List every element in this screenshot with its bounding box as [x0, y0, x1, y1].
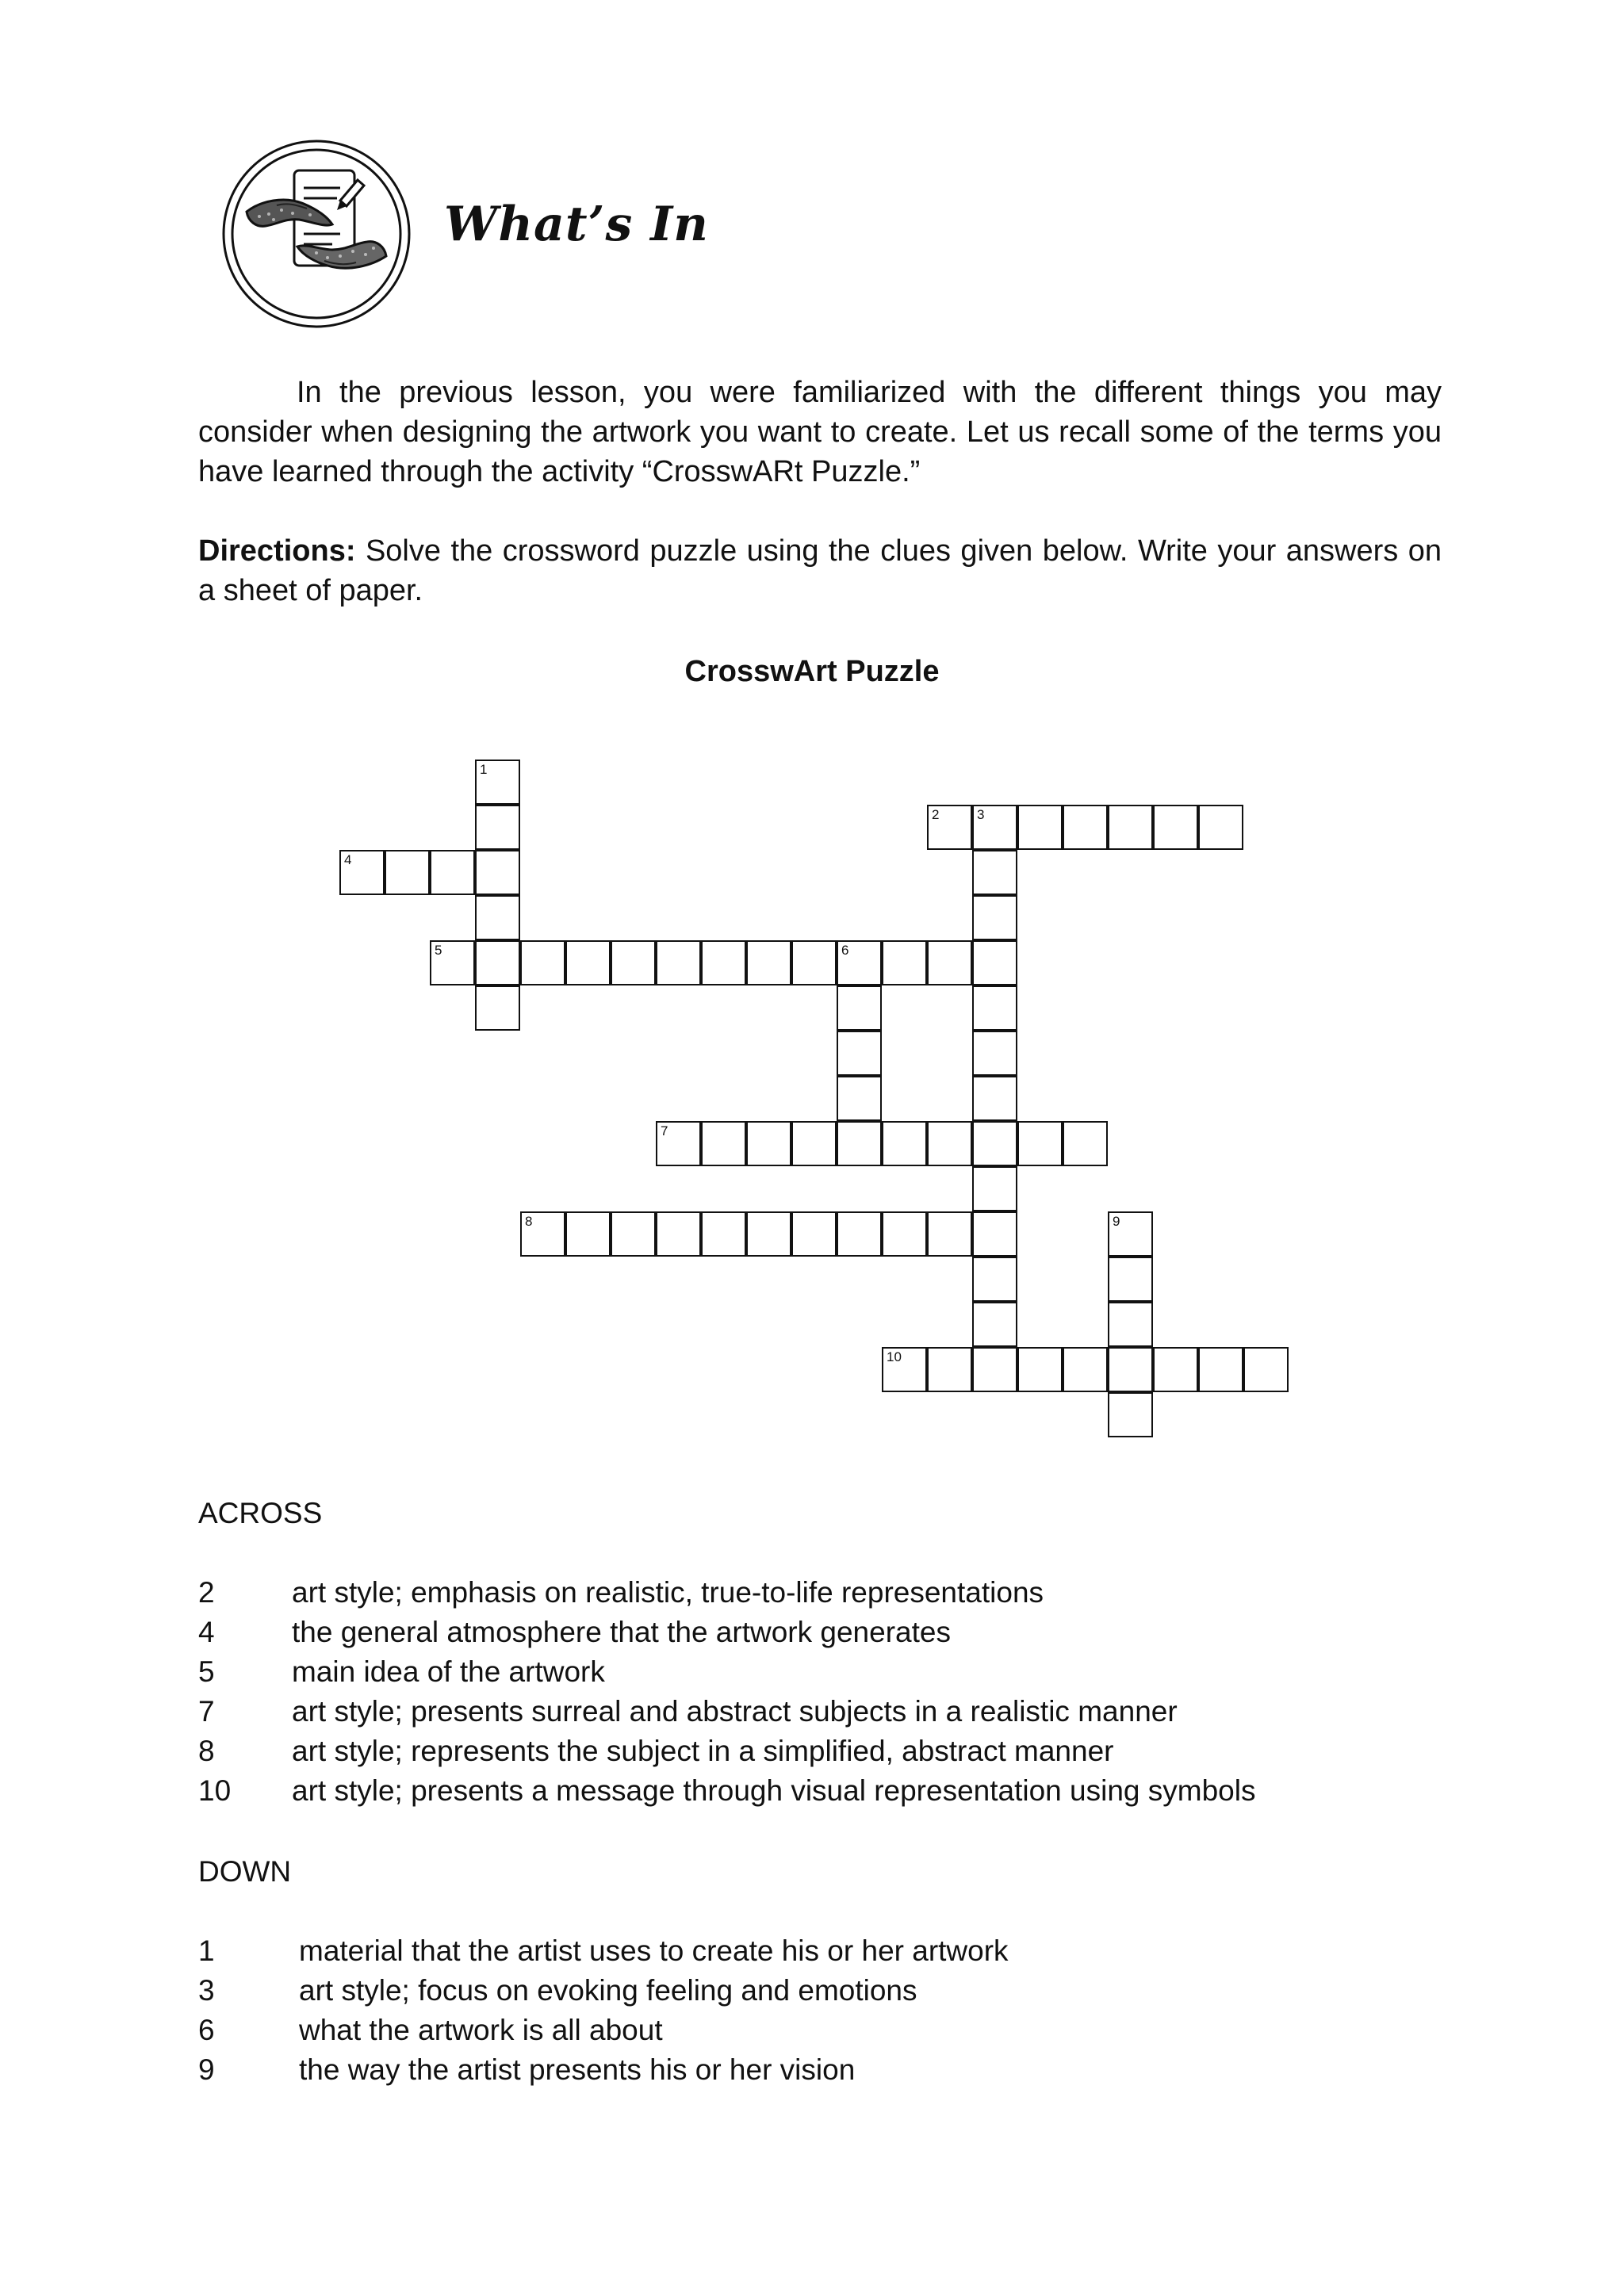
grid-cell[interactable]: [972, 805, 1017, 850]
grid-cell[interactable]: [565, 1211, 611, 1257]
grid-cell[interactable]: [1108, 805, 1153, 850]
grid-cell[interactable]: [837, 940, 882, 985]
clue-number: 9: [1113, 1214, 1120, 1229]
grid-cell[interactable]: [972, 895, 1017, 940]
clue-num: 4: [198, 1616, 215, 1648]
grid-cell[interactable]: [837, 1076, 882, 1121]
grid-cell[interactable]: [746, 940, 791, 985]
across-clue: [198, 1774, 1255, 1808]
grid-cell[interactable]: [972, 1031, 1017, 1076]
directions-label: Directions:: [198, 534, 356, 568]
clue-text: art style; focus on evoking feeling and emotions: [299, 1974, 917, 2007]
grid-cell[interactable]: [430, 850, 475, 895]
clue-text: art style; presents surreal and abstract subjects in a realistic manner: [292, 1695, 1178, 1728]
grid-cell[interactable]: [972, 1302, 1017, 1347]
grid-cell[interactable]: [656, 1121, 701, 1166]
clue-num: 10: [198, 1774, 232, 1807]
grid-cell[interactable]: [1108, 1302, 1153, 1347]
grid-cell[interactable]: [1017, 805, 1063, 850]
grid-cell[interactable]: [339, 850, 385, 895]
grid-cell[interactable]: [1108, 1211, 1153, 1257]
clue-text: art style; emphasis on realistic, true-to-life representations: [292, 1576, 1044, 1609]
clue-text: what the artwork is all about: [299, 2014, 663, 2046]
grid-cell[interactable]: [656, 1211, 701, 1257]
grid-cell[interactable]: [701, 1121, 746, 1166]
grid-cell[interactable]: [746, 1211, 791, 1257]
grid-cell[interactable]: [972, 1347, 1017, 1392]
grid-cell[interactable]: [475, 805, 520, 850]
grid-cell[interactable]: [882, 1347, 927, 1392]
grid-cell[interactable]: [837, 985, 882, 1031]
grid-cell[interactable]: [1153, 1347, 1198, 1392]
grid-cell[interactable]: [1017, 1121, 1063, 1166]
directions-text: Solve the crossword puzzle using the clues given below. Write your answers on a sheet of paper.: [198, 534, 1442, 607]
clue-text: main idea of the artwork: [292, 1655, 605, 1688]
clue-num: 6: [198, 2014, 215, 2046]
clue-text: material that the artist uses to create his or her artwork: [299, 1934, 1009, 1967]
grid-cell[interactable]: [701, 1211, 746, 1257]
down-clue: [198, 1974, 917, 2007]
down-clue: [198, 1934, 1009, 1968]
grid-cell[interactable]: [1198, 1347, 1243, 1392]
grid-cell[interactable]: [791, 1121, 837, 1166]
clue-text: the way the artist presents his or her vision: [299, 2053, 856, 2086]
grid-cell[interactable]: [972, 985, 1017, 1031]
grid-cell[interactable]: [791, 1211, 837, 1257]
grid-cell[interactable]: [475, 940, 520, 985]
grid-cell[interactable]: [972, 850, 1017, 895]
clue-number: 4: [344, 852, 352, 867]
grid-cell[interactable]: [475, 895, 520, 940]
section-icon: [221, 139, 412, 329]
clue-num: 5: [198, 1655, 215, 1688]
clue-num: 7: [198, 1695, 215, 1728]
grid-cell[interactable]: [1153, 805, 1198, 850]
clue-text: the general atmosphere that the artwork generates: [292, 1616, 951, 1648]
clue-num: 9: [198, 2053, 215, 2086]
across-clue: [198, 1695, 1178, 1728]
puzzle-title: CrosswArt Puzzle: [684, 655, 940, 688]
grid-cell[interactable]: [972, 940, 1017, 985]
grid-cell[interactable]: [1108, 1347, 1153, 1392]
intro-paragraph: In the previous lesson, you were familiarized with the different things you may consider when designing the artwork you want to create. Let us recall some of the terms you have learned through the activity “CrosswARt Puzzle.”: [198, 376, 1442, 488]
grid-cell[interactable]: [972, 1121, 1017, 1166]
grid-cell[interactable]: [1063, 1347, 1108, 1392]
across-clue: [198, 1655, 605, 1689]
grid-cell[interactable]: [927, 805, 972, 850]
clue-number: 8: [525, 1214, 533, 1229]
across-heading: ACROSS: [198, 1497, 323, 1529]
across-clue: [198, 1735, 1113, 1768]
grid-cell[interactable]: [475, 760, 520, 805]
grid-cell[interactable]: [1017, 1347, 1063, 1392]
grid-cell[interactable]: [475, 850, 520, 895]
clue-num: 1: [198, 1934, 215, 1967]
grid-cell[interactable]: [565, 940, 611, 985]
grid-cell[interactable]: [837, 1121, 882, 1166]
grid-cell[interactable]: [746, 1121, 791, 1166]
clue-number: 7: [661, 1123, 668, 1138]
grid-cell[interactable]: [837, 1211, 882, 1257]
grid-cell[interactable]: [1108, 1392, 1153, 1437]
section-title: What’s In: [444, 197, 709, 252]
grid-cell[interactable]: [972, 1257, 1017, 1302]
grid-cell[interactable]: [611, 940, 656, 985]
directions-paragraph: [198, 531, 1442, 610]
grid-cell[interactable]: [1108, 1257, 1153, 1302]
clue-num: 2: [198, 1576, 215, 1609]
grid-cell[interactable]: [701, 940, 746, 985]
grid-cell[interactable]: [520, 940, 565, 985]
grid-cell[interactable]: [972, 1166, 1017, 1211]
grid-cell[interactable]: [1243, 1347, 1289, 1392]
grid-cell[interactable]: [475, 985, 520, 1031]
grid-cell[interactable]: [791, 940, 837, 985]
grid-cell[interactable]: [520, 1211, 565, 1257]
clue-number: 5: [435, 943, 442, 958]
grid-cell[interactable]: [882, 1211, 927, 1257]
grid-cell[interactable]: [837, 1031, 882, 1076]
grid-cell[interactable]: [882, 940, 927, 985]
clue-text: art style; represents the subject in a simplified, abstract manner: [292, 1735, 1114, 1767]
grid-cell[interactable]: [972, 1076, 1017, 1121]
grid-cell[interactable]: [385, 850, 430, 895]
clue-text: art style; presents a message through visual representation using symbols: [292, 1774, 1256, 1807]
clue-number: 1: [480, 762, 488, 777]
clue-number: 6: [841, 943, 849, 958]
grid-cell[interactable]: [972, 1211, 1017, 1257]
across-clue: [198, 1576, 1044, 1609]
grid-cell[interactable]: [1063, 1121, 1108, 1166]
down-clue: [198, 2014, 663, 2047]
grid-cell[interactable]: [611, 1211, 656, 1257]
grid-cell[interactable]: [656, 940, 701, 985]
clue-num: 8: [198, 1735, 215, 1767]
grid-cell[interactable]: [927, 1347, 972, 1392]
clue-number: 2: [932, 807, 940, 822]
grid-cell[interactable]: [1198, 805, 1243, 850]
grid-cell[interactable]: [927, 940, 972, 985]
clue-number: 10: [887, 1349, 902, 1364]
grid-cell[interactable]: [927, 1211, 972, 1257]
grid-cell[interactable]: [882, 1121, 927, 1166]
down-heading: DOWN: [198, 1855, 292, 1888]
grid-cell[interactable]: [927, 1121, 972, 1166]
down-clue: [198, 2053, 855, 2087]
grid-cell[interactable]: [1063, 805, 1108, 850]
grid-cell[interactable]: [430, 940, 475, 985]
across-clue: [198, 1616, 951, 1649]
clue-num: 3: [198, 1974, 215, 2007]
clue-number: 3: [977, 807, 985, 822]
